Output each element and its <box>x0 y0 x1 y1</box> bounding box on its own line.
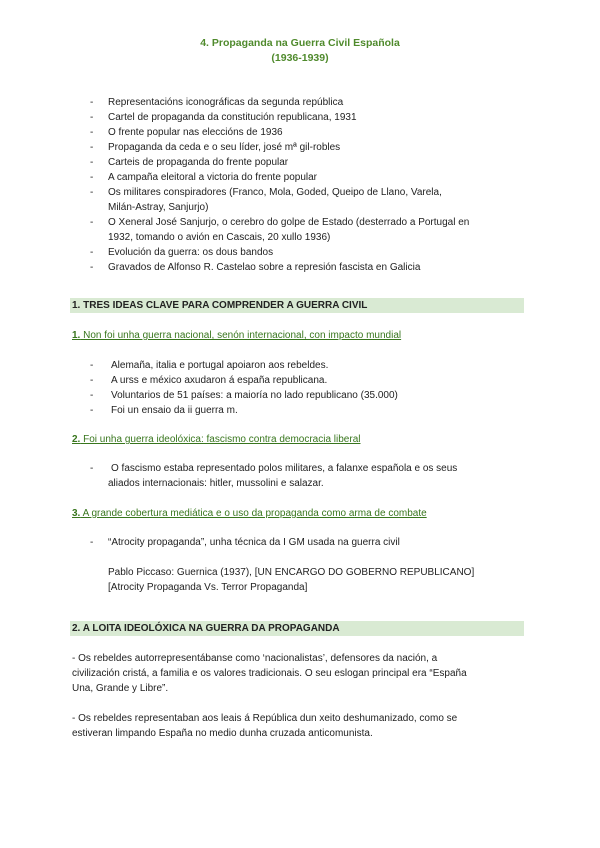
list-item: O fascismo estaba representado polos militares, a falanxe española e os seus <box>111 463 458 474</box>
list-item-continuation: Milán-Astray, Sanjurjo) <box>108 202 209 213</box>
list-dash: - <box>90 390 94 401</box>
list-dash: - <box>90 405 94 416</box>
sub-heading-text: A grande cobertura mediática e o uso da propaganda como arma de combate <box>80 508 427 519</box>
document-subtitle-years: (1936-1939) <box>271 52 329 64</box>
section-2-heading: 2. A LOITA IDEOLÓXICA NA GUERRA DA PROPAGANDA <box>72 623 340 634</box>
list-item: “Atrocity propaganda”, unha técnica da I GM usada na guerra civil <box>108 537 400 548</box>
list-item: A urss e méxico axudaron á españa republicana. <box>111 375 328 386</box>
list-dash: - <box>90 463 94 474</box>
sub-heading-number: 1. <box>72 330 81 341</box>
list-item: A campaña eleitoral a victoria do frente popular <box>108 172 318 183</box>
list-dash: - <box>90 375 94 386</box>
list-item: Voluntarios de 51 países: a maioría no lado republicano (35.000) <box>111 390 398 401</box>
paragraph-line: - Os rebeldes autorrepresentábanse como ‘nacionalistas’, defensores da nación, a <box>72 653 438 664</box>
list-dash: - <box>90 262 94 273</box>
sub-heading-number: 3. <box>72 508 81 519</box>
list-dash: - <box>90 142 94 153</box>
sub-heading-3 <box>72 506 427 521</box>
paragraph-line: - Os rebeldes representaban aos leais á República dun xeito deshumanizado, como se <box>72 713 458 724</box>
list-dash: - <box>90 247 94 258</box>
list-item-continuation: 1932, tomando o avión en Cascais, 20 xullo 1936) <box>108 232 331 243</box>
note-line: [Atrocity Propaganda Vs. Terror Propaganda] <box>108 582 308 593</box>
sub-heading-text: Non foi unha guerra nacional, senón internacional, con impacto mundial <box>80 330 402 341</box>
list-item-continuation: aliados internacionais: hitler, mussolini e salazar. <box>108 478 324 489</box>
list-item: Os militares conspiradores (Franco, Mola, Goded, Queipo de Llano, Varela, <box>108 187 442 198</box>
document-title: 4. Propaganda na Guerra Civil Española <box>200 37 400 49</box>
paragraph-line: civilización cristá, a familia e os valores tradicionais. O seu eslogan principal era “España <box>72 668 467 679</box>
paragraph-line: estiveran limpando España no medio dunha cruzada anticomunista. <box>72 728 373 739</box>
sub-heading-number: 2. <box>72 434 81 445</box>
list-dash: - <box>90 127 94 138</box>
list-dash: - <box>90 217 94 228</box>
list-dash: - <box>90 187 94 198</box>
note-line: Pablo Piccaso: Guernica (1937), [UN ENCARGO DO GOBERNO REPUBLICANO] <box>108 567 475 578</box>
list-dash: - <box>90 112 94 123</box>
list-item: Alemaña, italia e portugal apoiaron aos rebeldes. <box>111 360 329 371</box>
list-item: Propaganda da ceda e o seu líder, josé mª gil-robles <box>108 142 341 153</box>
list-item: Cartel de propaganda da constitución republicana, 1931 <box>108 112 357 123</box>
list-dash: - <box>90 97 94 108</box>
list-dash: - <box>90 537 94 548</box>
list-dash: - <box>90 360 94 371</box>
sub-heading-text: Foi unha guerra ideolóxica: fascismo contra democracia liberal <box>80 434 361 445</box>
list-item: O Xeneral José Sanjurjo, o cerebro do golpe de Estado (desterrado a Portugal en <box>108 217 470 228</box>
list-item: Representacións iconográficas da segunda república <box>108 97 344 108</box>
sub-heading-1 <box>72 328 401 343</box>
sub-heading-2 <box>72 432 360 447</box>
list-item: O frente popular nas eleccións de 1936 <box>108 127 283 138</box>
list-dash: - <box>90 172 94 183</box>
list-item: Foi un ensaio da ii guerra m. <box>111 405 238 416</box>
section-1-heading: 1. TRES IDEAS CLAVE PARA COMPRENDER A GUERRA CIVIL <box>72 300 368 311</box>
paragraph-line: Una, Grande y Libre”. <box>72 683 169 694</box>
list-dash: - <box>90 157 94 168</box>
list-item: Carteis de propaganda do frente popular <box>108 157 289 168</box>
list-item: Evolución da guerra: os dous bandos <box>108 247 274 258</box>
list-item: Gravados de Alfonso R. Castelao sobre a represión fascista en Galicia <box>108 262 421 273</box>
